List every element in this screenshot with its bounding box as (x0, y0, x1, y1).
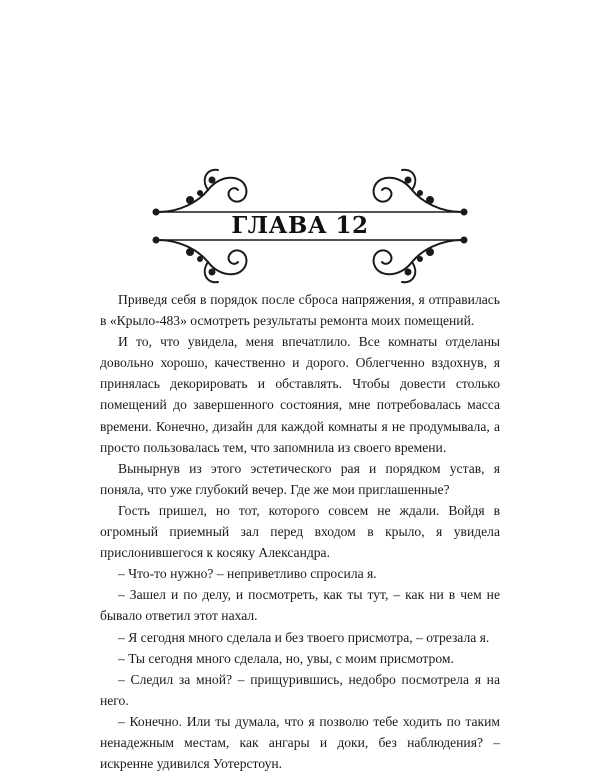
paragraph: И то, что увидела, меня впечатлило. Все комнаты отделаны довольно хорошо, качественно и дорого. Облегченно вздохнув, я принялась декорировать и обставлять. Чтобы довести столько помещений до завершенного состояния, мне потребовалась масса времени. Конечно, дизайн для каждой комнаты я не продумывала, а просто пользовалась тем, что запомнила из своего времени. (100, 334, 500, 455)
paragraph: Приведя себя в порядок после сброса напряжения, я отправилась в «Крыло-483» осмотреть результаты ремонта моих помещений. (100, 292, 500, 329)
paragraph: – Ты сегодня много сделала, но, увы, с моим присмотром. (118, 650, 454, 666)
paragraph: – Зашел и по делу, и посмотреть, как ты тут, – как ни в чем не бывало ответил этот нахал. (100, 587, 500, 624)
paragraph: Гость пришел, но тот, которого совсем не ждали. Войдя в огромный приемный зал перед входом в крыло, я увидела прислонившегося к косяку Александра. (100, 502, 500, 561)
paragraph: – Что-то нужно? – неприветливо спросила я. (118, 566, 377, 582)
chapter-title: ГЛАВА 12 (231, 212, 369, 239)
paragraph: Вынырнув из этого эстетического рая и порядком устав, я поняла, что уже глубокий вечер. Где же мои приглашенные? (100, 460, 500, 497)
body-text (100, 289, 500, 774)
paragraph: – Я сегодня много сделала и без твоего присмотра, – отрезала я. (118, 629, 490, 645)
paragraph: – Конечно. Или ты думала, что я позволю тебе ходить по таким ненадежным местам, как ангары и доки, без наблюдения? – искренне удивился Уотерстоун. (100, 713, 500, 772)
paragraph: – Следил за мной? – прищурившись, недобро посмотрела я на него. (100, 671, 500, 708)
